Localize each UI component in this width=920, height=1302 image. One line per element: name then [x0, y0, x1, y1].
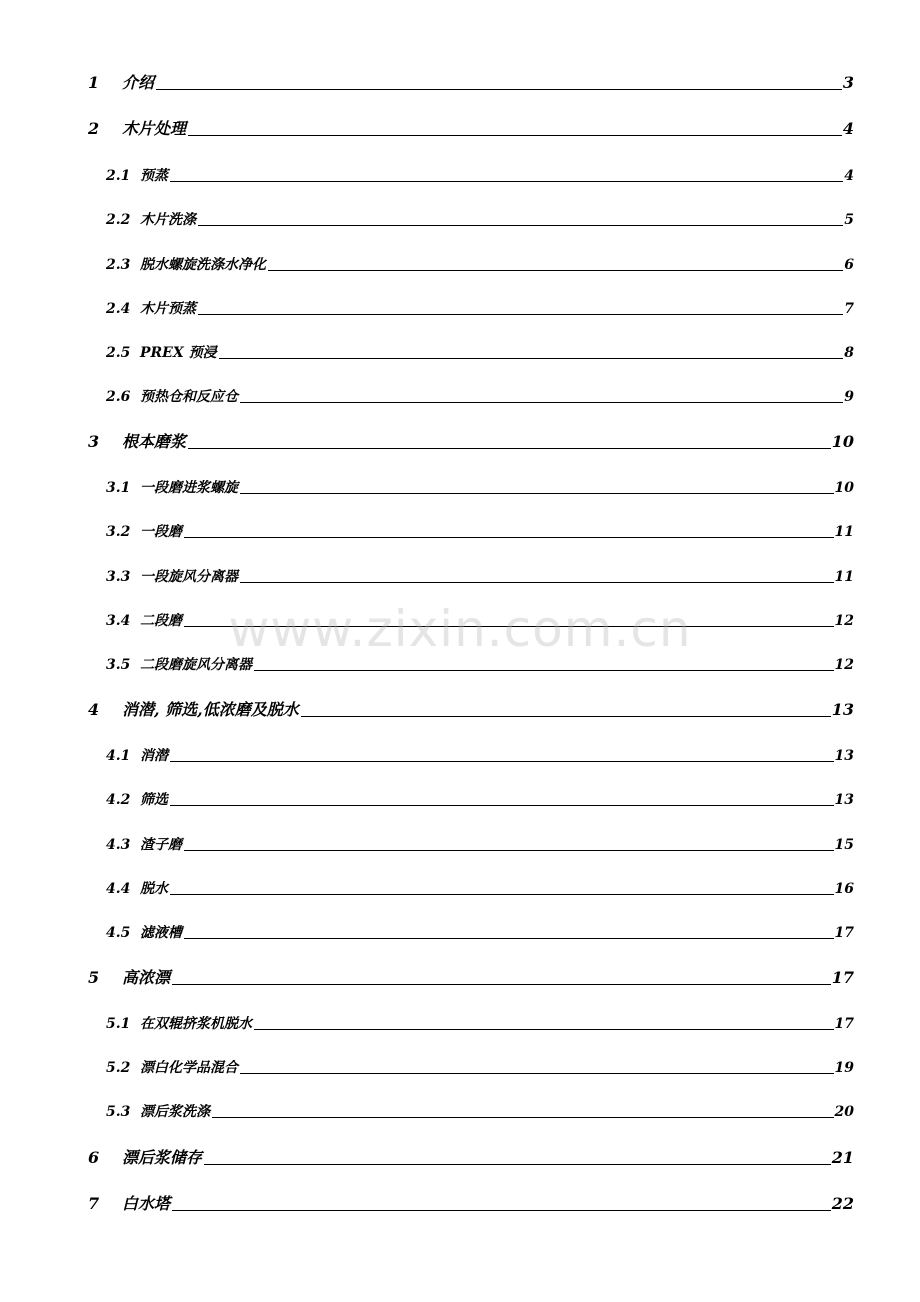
- toc-entry-page-number: 13: [834, 791, 854, 808]
- toc-entry-number: 2.4: [106, 300, 131, 317]
- toc-leader-line: [240, 493, 834, 494]
- toc-entry[interactable]: [106, 375, 854, 405]
- toc-entry-title: 漂后浆洗涤: [140, 1103, 210, 1120]
- toc-entry-title: 木片预蒸: [140, 300, 196, 317]
- toc-entry-title: 二段磨: [140, 612, 182, 629]
- toc-entry-title: 白水塔: [122, 1194, 171, 1214]
- toc-entry-page-number: 10: [831, 432, 854, 452]
- toc-entry-number: 5.2: [106, 1059, 131, 1076]
- toc-entry-page-number: 11: [834, 523, 854, 540]
- toc-leader-line: [184, 850, 834, 851]
- toc-entry[interactable]: [106, 778, 854, 808]
- toc-leader-line: [240, 402, 843, 403]
- toc-entry[interactable]: [106, 867, 854, 897]
- toc-entry-title: 一段磨: [140, 523, 182, 540]
- toc-leader-line: [240, 582, 834, 583]
- toc-entry-title: 一段旋风分离器: [140, 568, 238, 585]
- toc-entry-title: 消潜: [140, 747, 168, 764]
- toc-entry-number: 3.2: [106, 523, 131, 540]
- toc-leader-line: [198, 225, 843, 226]
- toc-entry-title: 消潜, 筛选,低浓磨及脱水: [122, 700, 299, 720]
- toc-entry-title: 高浓漂: [122, 968, 171, 988]
- toc-entry-title: 介绍: [122, 73, 155, 93]
- toc-entry-page-number: 17: [831, 968, 854, 988]
- toc-entry[interactable]: [106, 510, 854, 540]
- toc-entry-number: 7: [88, 1194, 100, 1214]
- toc-entry-page-number: 13: [831, 700, 854, 720]
- toc-entry[interactable]: [106, 911, 854, 941]
- toc-leader-line: [301, 716, 831, 717]
- toc-entry-number: 2.2: [106, 211, 131, 228]
- toc-leader-line: [254, 670, 834, 671]
- toc-entry-title: PREX 预浸: [140, 344, 217, 361]
- toc-entry-number: 3.1: [106, 479, 131, 496]
- toc-entry-page-number: 13: [834, 747, 854, 764]
- toc-entry-number: 2.6: [106, 388, 131, 405]
- toc-entry-title: 漂白化学品混合: [140, 1059, 238, 1076]
- toc-leader-line: [156, 89, 842, 90]
- toc-entry-number: 5.3: [106, 1103, 131, 1120]
- toc-entry-page-number: 3: [842, 73, 854, 93]
- toc-entry-title: 脱水螺旋洗涤水净化: [140, 256, 266, 273]
- toc-leader-line: [184, 626, 834, 627]
- toc-entry-page-number: 5: [844, 211, 854, 228]
- toc-entry[interactable]: [106, 198, 854, 228]
- toc-entry-title: 漂后浆储存: [122, 1148, 203, 1168]
- toc-leader-line: [172, 1210, 831, 1211]
- toc-leader-line: [170, 181, 843, 182]
- toc-entry-page-number: 9: [844, 388, 854, 405]
- toc-entry-page-number: 11: [834, 568, 854, 585]
- toc-entry-number: 3.4: [106, 612, 131, 629]
- toc-leader-line: [212, 1117, 834, 1118]
- toc-leader-line: [188, 448, 831, 449]
- toc-entry-number: 5.1: [106, 1015, 131, 1032]
- toc-leader-line: [188, 135, 842, 136]
- toc-entry-page-number: 4: [844, 167, 854, 184]
- toc-entry-page-number: 15: [834, 836, 854, 853]
- toc-leader-line: [268, 270, 843, 271]
- toc-entry[interactable]: [88, 689, 854, 719]
- toc-entry[interactable]: [106, 555, 854, 585]
- toc-leader-line: [240, 1073, 834, 1074]
- toc-entry[interactable]: [88, 957, 854, 987]
- toc-entry-page-number: 12: [834, 612, 854, 629]
- toc-entry[interactable]: [106, 734, 854, 764]
- toc-entry-title: 预热仓和反应仓: [140, 388, 238, 405]
- toc-entry-title: 一段磨进浆螺旋: [140, 479, 238, 496]
- toc-entry-title: 滤液槽: [140, 924, 182, 941]
- toc-entry-number: 4: [88, 700, 100, 720]
- toc-leader-line: [184, 537, 834, 538]
- toc-entry-number: 1: [88, 73, 100, 93]
- toc-entry-page-number: 17: [834, 924, 854, 941]
- toc-entry-number: 5: [88, 968, 100, 988]
- toc-entry[interactable]: [88, 421, 854, 451]
- toc-entry-number: 4.2: [106, 791, 131, 808]
- toc-entry-number: 4.4: [106, 880, 131, 897]
- toc-entry-number: 6: [88, 1148, 100, 1168]
- toc-entry-page-number: 6: [844, 256, 854, 273]
- toc-entry-page-number: 20: [834, 1103, 854, 1120]
- toc-entry-title: 筛选: [140, 791, 168, 808]
- toc-entry[interactable]: [88, 108, 854, 138]
- toc-entry[interactable]: [106, 1046, 854, 1076]
- toc-entry[interactable]: [106, 287, 854, 317]
- toc-entry-title: 预蒸: [140, 167, 168, 184]
- toc-entry-number: 2: [88, 119, 100, 139]
- toc-entry-title: 渣子磨: [140, 836, 182, 853]
- toc-leader-line: [170, 805, 834, 806]
- toc-entry-page-number: 8: [844, 344, 854, 361]
- toc-entry-title: 木片处理: [122, 119, 187, 139]
- toc-entry[interactable]: [106, 599, 854, 629]
- toc-entry-page-number: 10: [834, 479, 854, 496]
- toc-entry-page-number: 19: [834, 1059, 854, 1076]
- toc-entry-number: 3.5: [106, 656, 131, 673]
- toc-entry-title: 木片洗涤: [140, 211, 196, 228]
- toc-leader-line: [254, 1029, 834, 1030]
- toc-leader-line: [172, 984, 831, 985]
- toc-entry[interactable]: [106, 1090, 854, 1120]
- toc-leader-line: [170, 894, 834, 895]
- toc-entry[interactable]: [106, 466, 854, 496]
- toc-entry-number: 2.5: [106, 344, 131, 361]
- toc-entry[interactable]: [106, 331, 854, 361]
- toc-entry-title: 二段磨旋风分离器: [140, 656, 252, 673]
- toc-entry-number: 2.3: [106, 256, 131, 273]
- toc-leader-line: [170, 761, 834, 762]
- toc-entry-page-number: 7: [844, 300, 854, 317]
- toc-entry-page-number: 22: [831, 1194, 854, 1214]
- toc-entry-page-number: 21: [831, 1148, 854, 1168]
- toc-entry-page-number: 16: [834, 880, 854, 897]
- toc-entry[interactable]: [88, 1183, 854, 1213]
- toc-entry[interactable]: [106, 823, 854, 853]
- toc-entry-title: 根本磨浆: [122, 432, 187, 452]
- toc-leader-line: [219, 358, 844, 359]
- toc-entry-number: 2.1: [106, 167, 131, 184]
- watermark: www.zixin.com.cn: [228, 600, 692, 658]
- toc-entry[interactable]: [88, 1137, 854, 1167]
- toc-entry-page-number: 12: [834, 656, 854, 673]
- toc-entry-number: 4.3: [106, 836, 131, 853]
- toc-entry-page-number: 17: [834, 1015, 854, 1032]
- toc-entry-number: 3.3: [106, 568, 131, 585]
- toc-entry-number: 4.1: [106, 747, 131, 764]
- toc-entry[interactable]: [106, 243, 854, 273]
- toc-entry-title: 在双辊挤浆机脱水: [140, 1015, 252, 1032]
- toc-entry[interactable]: [106, 643, 854, 673]
- toc-entry-number: 3: [88, 432, 100, 452]
- toc-entry[interactable]: [88, 62, 854, 92]
- toc-entry-page-number: 4: [842, 119, 854, 139]
- toc-entry[interactable]: [106, 154, 854, 184]
- toc-entry-number: 4.5: [106, 924, 131, 941]
- toc-entry[interactable]: [106, 1002, 854, 1032]
- toc-leader-line: [204, 1164, 831, 1165]
- toc-leader-line: [198, 314, 843, 315]
- toc-entry-title: 脱水: [140, 880, 168, 897]
- toc-leader-line: [184, 938, 834, 939]
